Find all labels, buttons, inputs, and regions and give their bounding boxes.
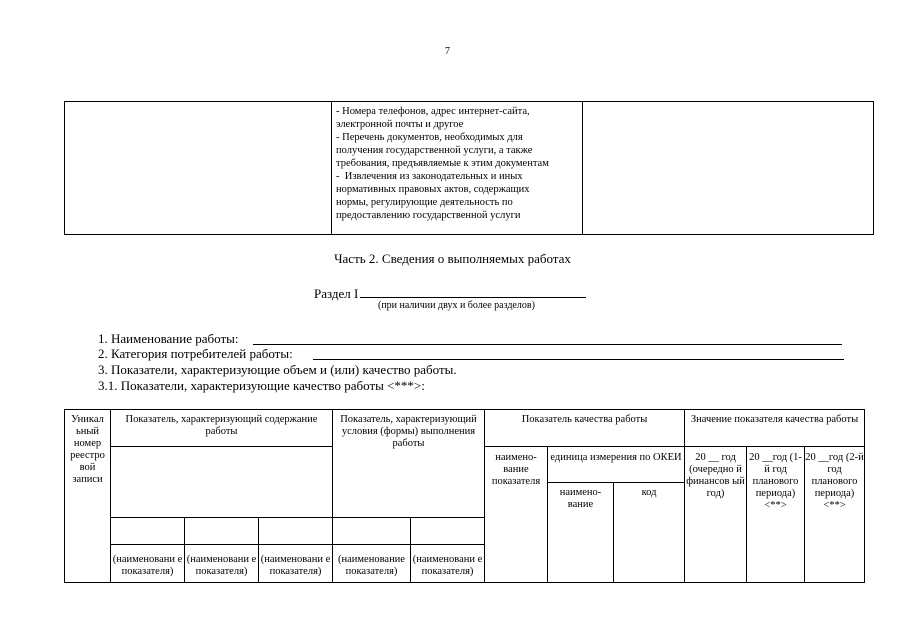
info-line: нормативных правовых актов, содержащих (336, 184, 530, 195)
info-table (64, 101, 874, 235)
info-table-right-cell (583, 102, 874, 235)
part-title: Часть 2. Сведения о выполняемых работах (334, 251, 571, 266)
info-line: получения государственной услуги, а также (336, 145, 533, 156)
info-line: предоставлению государственной услуги (336, 210, 521, 221)
okei-name-header: наимено- вание (548, 483, 614, 583)
content-indicator-name-3: (наименовани е показателя) (259, 545, 333, 583)
info-table-left-cell (65, 102, 332, 235)
condition-indicator-blank-2 (411, 518, 485, 545)
content-indicator-header: Показатель, характеризующий содержание работы (111, 410, 333, 447)
quality-indicators-heading: 3.1. Показатели, характеризующие качество работы <***>: (98, 378, 425, 393)
page-number: 7 (445, 46, 450, 57)
info-line: - Извлечения из законодательных и иных (336, 171, 523, 182)
content-indicator-name-2: (наименовани е показателя) (185, 545, 259, 583)
info-line: электронной почты и другое (336, 119, 464, 130)
okei-header: единица измерения по ОКЕИ (548, 447, 685, 483)
okei-code-header: код (614, 483, 685, 583)
indicator-name-header: наимено- вание показателя (485, 447, 548, 583)
condition-indicator-name-1: (наименование показателя) (333, 545, 411, 583)
indicators-heading: 3. Показатели, характеризующие объем и (или) качество работы. (98, 362, 457, 377)
year1-header: 20 __ год (очередно й финансов ый год) (685, 447, 747, 583)
content-indicator-spacer (111, 447, 333, 518)
section-label: Раздел I (314, 286, 359, 301)
info-line: требования, предъявляемые к этим документам (336, 158, 549, 169)
section-note: (при наличии двух и более разделов) (378, 300, 535, 311)
info-line: - Номера телефонов, адрес интернет-сайта, (336, 106, 530, 117)
info-table-middle-cell (332, 102, 583, 235)
consumer-category-line (313, 359, 844, 360)
info-line: - Перечень документов, необходимых для (336, 132, 523, 143)
consumer-category-label: 2. Категория потребителей работы: (98, 346, 293, 361)
condition-indicator-header: Показатель, характеризующий условия (формы) выполнения работы (333, 410, 485, 518)
content-indicator-blank-1 (111, 518, 185, 545)
content-indicator-blank-2 (185, 518, 259, 545)
quality-indicator-header: Показатель качества работы (485, 410, 685, 447)
section-fill-line (360, 285, 586, 298)
year2-header: 20 __год (1-й год планового периода) <**> (747, 447, 805, 583)
work-name-line (253, 344, 842, 345)
quality-value-header: Значение показателя качества работы (685, 410, 865, 447)
content-indicator-blank-3 (259, 518, 333, 545)
condition-indicator-blank-1 (333, 518, 411, 545)
info-line: нормы, регулирующие деятельность по (336, 197, 513, 208)
year3-header: 20 __год (2-й год планового периода) <**> (805, 447, 865, 583)
content-indicator-name-1: (наименовани е показателя) (111, 545, 185, 583)
condition-indicator-name-2: (наименовани е показателя) (411, 545, 485, 583)
work-name-label: 1. Наименование работы: (98, 331, 239, 346)
quality-table (64, 409, 865, 583)
unique-number-header: Уникал ьный номер реестро вой записи (65, 410, 111, 583)
